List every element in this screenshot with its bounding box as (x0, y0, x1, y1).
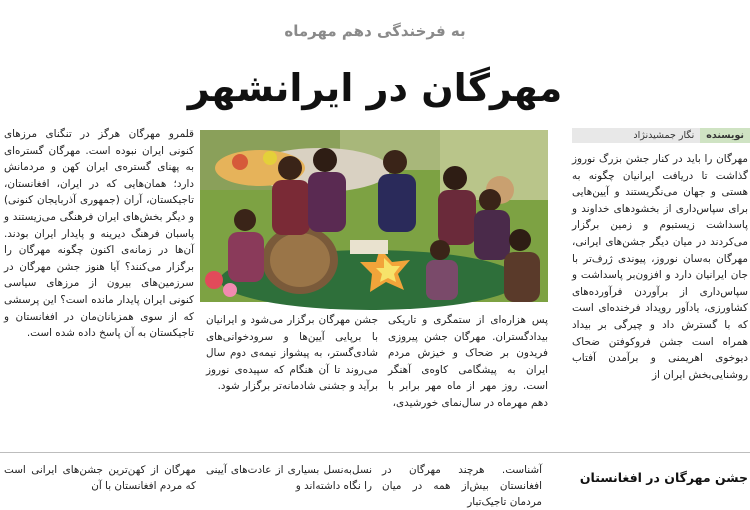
article-photo (200, 130, 548, 302)
photo-girls-celebrating-icon (200, 130, 548, 302)
column-mid-right-text: پس هزاره‌ای از ستمگری و تاریکی بیدادگستران. مهرگان جشن پیروزی فریدون بر ضحاک و خیزش مردم ایران به پیشگامی کاوه‌ی آهنگر است. روز مهر از ماه مهر برابر با دهم مهرماه در سال‌نمای خورشیدی، (388, 314, 548, 409)
column-right (572, 151, 748, 436)
bottom-column-1: آشناست. هرچند مهرگان در افغانستان بیش‌از همه در میان مردمان تاجیک‌تبار (382, 464, 542, 508)
byline (572, 128, 750, 143)
byline-name: نگار جمشیدنژاد (572, 128, 700, 143)
column-mid-left-text: جشن مهرگان برگزار می‌شود و ایرانیان با برپایی آیین‌ها و سرودخوانی‌های شادی‌گستر، به پیشواز نیمه‌ی دوم سال می‌روند تا آن هنگام که سپیده‌ی نوروز برآید و جشنی شادمانه‌تر برگزار شود. (206, 314, 378, 393)
column-mid-right (388, 312, 548, 436)
byline-role: نویسنده (700, 128, 750, 143)
column-mid-left (206, 312, 378, 436)
article-kicker: به فرخندگی دهم مهرماه (284, 22, 466, 40)
column-left-text: قلمرو مهرگان هرگز در تنگنای مرزهای کنونی ایران نبوده است. مهرگان گستره‌ای به پهنای گستره‌ی ایران کهن و مردمانش دارد؛ همان‌هایی که در ایران، افغانستان، تاجیکستان، آران (جمهوری آذربایجان کنونی) و دیگر بخش‌های ایران فرهنگی می‌زیستند و پاسبان فرهنگ دیرینه و پایدار ایران بودند. آن‌ها در زمانه‌ی اکنون چگونه مهرگان را برگزار می‌کنند؟ آیا هنوز جشن مهرگان در سرزمین‌های بیرون از مرزهای سیاسی کنونی ایران پایدار مانده است؟ این پرسشی که از سوی همزبانان‌مان در افغانستان و تاجیکستان به آن پاسخ داده شده است. (4, 128, 194, 340)
column-left (4, 126, 194, 436)
bottom-column-2: نسل‌به‌نسل بسیاری از عادت‌های آیینی را نگاه داشته‌اند و (206, 464, 372, 492)
section-divider (0, 452, 750, 453)
column-right-text: مهرگان را باید در کنار جشن بزرگ نوروز گذاشت تا دریافت ایرانیان چگونه به هستی و جهان می‌نگریستند و آیین‌هایی برای سپاس‌داری از بخشودهای خداوند و پاسداشت زیستبوم و زمین برگزار می‌کردند در میان دیگر جشن‌های ایرانی، مهرگان به‌سان نوروز، پیوندی ژرف‌تر با جان ایرانیان دارد و افزون‌بر پاسداشت و سپاس‌داری از برآوردن فرآورده‌های کشاورزی، یادآور رویداد فرخنده‌ای است که با گسترش داد و چیرگی بر بیداد همراه است جشن فروکوفتن ضحاک دیوخوی اهریمنی و برآمدن آفتاب روشنایی‌بخش ایران از (572, 153, 748, 381)
bottom-column-3: مهرگان از کهن‌ترین جشن‌های ایرانی است که مردم افغانستان با آن (4, 464, 196, 492)
section-subhead: جشن مهرگان در افغانستان (579, 470, 748, 485)
article-headline: مهرگان در ایرانشهر (187, 66, 563, 110)
